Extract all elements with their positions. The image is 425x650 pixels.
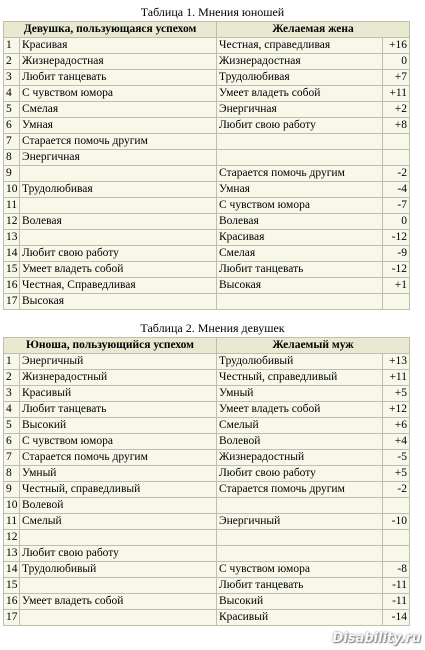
table-row (4, 166, 410, 182)
popular-trait: Волевой (20, 498, 217, 514)
popular-trait: Честный, справедливый (20, 482, 217, 498)
desired-trait: С чувством юмора (217, 562, 383, 578)
table-row (4, 246, 410, 262)
rank-difference (383, 530, 410, 546)
table-row (4, 386, 410, 402)
rank-difference: -4 (383, 182, 410, 198)
row-number: 3 (4, 386, 20, 402)
rank-difference: -2 (383, 166, 410, 182)
table-row (4, 418, 410, 434)
popular-trait: Умная (20, 118, 217, 134)
desired-trait: Смелый (217, 418, 383, 434)
rank-difference (383, 134, 410, 150)
rank-difference: 0 (383, 54, 410, 70)
table2-header-desired: Желаемый муж (217, 338, 410, 354)
table2-header-popular: Юноша, пользующийся успехом (4, 338, 217, 354)
popular-trait: Энергичная (20, 150, 217, 166)
desired-trait: С чувством юмора (217, 198, 383, 214)
table1-header-desired: Желаемая жена (217, 22, 410, 38)
popular-trait: Волевая (20, 214, 217, 230)
table-row (4, 230, 410, 246)
row-number: 15 (4, 262, 20, 278)
desired-trait: Любит свою работу (217, 118, 383, 134)
desired-trait: Энергичный (217, 514, 383, 530)
rank-difference: +12 (383, 402, 410, 418)
desired-trait (217, 498, 383, 514)
row-number: 12 (4, 530, 20, 546)
popular-trait: Старается помочь другим (20, 134, 217, 150)
popular-trait: Красивая (20, 38, 217, 54)
table-row (4, 182, 410, 198)
desired-trait: Высокий (217, 594, 383, 610)
rank-difference: +4 (383, 434, 410, 450)
table-row (4, 546, 410, 562)
row-number: 10 (4, 498, 20, 514)
row-number: 7 (4, 450, 20, 466)
row-number: 2 (4, 370, 20, 386)
popular-trait: Жизнерадостная (20, 54, 217, 70)
table2-caption: Таблица 2. Мнения девушек (140, 321, 285, 335)
popular-trait: Смелая (20, 102, 217, 118)
popular-trait: Любит танцевать (20, 70, 217, 86)
desired-trait (217, 546, 383, 562)
row-number: 13 (4, 546, 20, 562)
table-row (4, 86, 410, 102)
row-number: 6 (4, 434, 20, 450)
table-row (4, 370, 410, 386)
row-number: 1 (4, 38, 20, 54)
table-row (4, 482, 410, 498)
row-number: 13 (4, 230, 20, 246)
popular-trait (20, 610, 217, 626)
row-number: 6 (4, 118, 20, 134)
popular-trait: Высокий (20, 418, 217, 434)
popular-trait (20, 578, 217, 594)
desired-trait: Честная, справедливая (217, 38, 383, 54)
row-number: 4 (4, 402, 20, 418)
row-number: 11 (4, 514, 20, 530)
desired-trait: Жизнерадостный (217, 450, 383, 466)
desired-trait: Жизнерадостная (217, 54, 383, 70)
desired-trait: Трудолюбивый (217, 354, 383, 370)
popular-trait: Любит свою работу (20, 546, 217, 562)
table-row (4, 530, 410, 546)
row-number: 3 (4, 70, 20, 86)
desired-trait: Умеет владеть собой (217, 402, 383, 418)
table-row (4, 578, 410, 594)
row-number: 17 (4, 610, 20, 626)
row-number: 5 (4, 102, 20, 118)
table-row (4, 466, 410, 482)
desired-trait: Трудолюбивая (217, 70, 383, 86)
desired-trait (217, 134, 383, 150)
popular-trait: Трудолюбивая (20, 182, 217, 198)
popular-trait: Трудолюбивый (20, 562, 217, 578)
table-row (4, 594, 410, 610)
table2-header-row (4, 338, 410, 354)
table1-body (4, 38, 410, 310)
desired-trait: Волевой (217, 434, 383, 450)
row-number: 7 (4, 134, 20, 150)
row-number: 9 (4, 482, 20, 498)
table-row (4, 38, 410, 54)
table2 (3, 337, 410, 626)
desired-trait: Старается помочь другим (217, 482, 383, 498)
row-number: 14 (4, 562, 20, 578)
popular-trait (20, 166, 217, 182)
rank-difference: -9 (383, 246, 410, 262)
desired-trait: Волевая (217, 214, 383, 230)
popular-trait: Красивый (20, 386, 217, 402)
table-row (4, 498, 410, 514)
desired-trait (217, 150, 383, 166)
table1-header-popular: Девушка, пользующаяся успехом (4, 22, 217, 38)
rank-difference: -14 (383, 610, 410, 626)
popular-trait: Любит танцевать (20, 402, 217, 418)
row-number: 8 (4, 466, 20, 482)
desired-trait (217, 294, 383, 310)
popular-trait: С чувством юмора (20, 434, 217, 450)
table-row (4, 278, 410, 294)
row-number: 16 (4, 594, 20, 610)
rank-difference: -5 (383, 450, 410, 466)
desired-trait: Энергичная (217, 102, 383, 118)
popular-trait: Смелый (20, 514, 217, 530)
table-row (4, 450, 410, 466)
table1-header-row (4, 22, 410, 38)
popular-trait: Жизнерадостный (20, 370, 217, 386)
table-row (4, 118, 410, 134)
desired-trait: Умеет владеть собой (217, 86, 383, 102)
rank-difference: +7 (383, 70, 410, 86)
table-row (4, 354, 410, 370)
row-number: 4 (4, 86, 20, 102)
rank-difference: +1 (383, 278, 410, 294)
table-row (4, 610, 410, 626)
popular-trait (20, 198, 217, 214)
table-row (4, 70, 410, 86)
popular-trait: С чувством юмора (20, 86, 217, 102)
rank-difference (383, 546, 410, 562)
rank-difference: +5 (383, 386, 410, 402)
rank-difference: -10 (383, 514, 410, 530)
rank-difference: +11 (383, 370, 410, 386)
rank-difference: -12 (383, 262, 410, 278)
table1 (3, 21, 410, 310)
table-row (4, 54, 410, 70)
row-number: 9 (4, 166, 20, 182)
table-row (4, 262, 410, 278)
row-number: 10 (4, 182, 20, 198)
popular-trait: Умный (20, 466, 217, 482)
rank-difference: -11 (383, 578, 410, 594)
table-row (4, 134, 410, 150)
desired-trait: Умный (217, 386, 383, 402)
popular-trait: Старается помочь другим (20, 450, 217, 466)
rank-difference: -11 (383, 594, 410, 610)
row-number: 12 (4, 214, 20, 230)
popular-trait (20, 530, 217, 546)
desired-trait (217, 530, 383, 546)
rank-difference (383, 150, 410, 166)
rank-difference: -12 (383, 230, 410, 246)
desired-trait: Красивая (217, 230, 383, 246)
desired-trait: Смелая (217, 246, 383, 262)
rank-difference: -7 (383, 198, 410, 214)
table1-caption: Таблица 1. Мнения юношей (140, 5, 285, 19)
popular-trait (20, 230, 217, 246)
rank-difference: +8 (383, 118, 410, 134)
table-row (4, 562, 410, 578)
table-row (4, 294, 410, 310)
table-row (4, 514, 410, 530)
rank-difference: +13 (383, 354, 410, 370)
row-number: 14 (4, 246, 20, 262)
popular-trait: Высокая (20, 294, 217, 310)
row-number: 16 (4, 278, 20, 294)
popular-trait: Честная, Справедливая (20, 278, 217, 294)
desired-trait: Честный, справедливый (217, 370, 383, 386)
row-number: 5 (4, 418, 20, 434)
rank-difference: 0 (383, 214, 410, 230)
row-number: 15 (4, 578, 20, 594)
rank-difference: +6 (383, 418, 410, 434)
rank-difference: -8 (383, 562, 410, 578)
table-row (4, 214, 410, 230)
table-row (4, 102, 410, 118)
row-number: 2 (4, 54, 20, 70)
desired-trait: Красивый (217, 610, 383, 626)
row-number: 17 (4, 294, 20, 310)
rank-difference (383, 294, 410, 310)
table-row (4, 198, 410, 214)
rank-difference: -2 (383, 482, 410, 498)
desired-trait: Любит танцевать (217, 262, 383, 278)
table-row (4, 402, 410, 418)
rank-difference: +5 (383, 466, 410, 482)
desired-trait: Умная (217, 182, 383, 198)
table-row (4, 434, 410, 450)
rank-difference (383, 498, 410, 514)
row-number: 8 (4, 150, 20, 166)
row-number: 1 (4, 354, 20, 370)
popular-trait: Умеет владеть собой (20, 594, 217, 610)
popular-trait: Энергичный (20, 354, 217, 370)
rank-difference: +2 (383, 102, 410, 118)
desired-trait: Старается помочь другим (217, 166, 383, 182)
desired-trait: Высокая (217, 278, 383, 294)
desired-trait: Любит свою работу (217, 466, 383, 482)
popular-trait: Умеет владеть собой (20, 262, 217, 278)
table-row (4, 150, 410, 166)
rank-difference: +16 (383, 38, 410, 54)
watermark: Disability.ru (332, 631, 421, 646)
rank-difference: +11 (383, 86, 410, 102)
desired-trait: Любит танцевать (217, 578, 383, 594)
table2-body (4, 354, 410, 626)
popular-trait: Любит свою работу (20, 246, 217, 262)
row-number: 11 (4, 198, 20, 214)
